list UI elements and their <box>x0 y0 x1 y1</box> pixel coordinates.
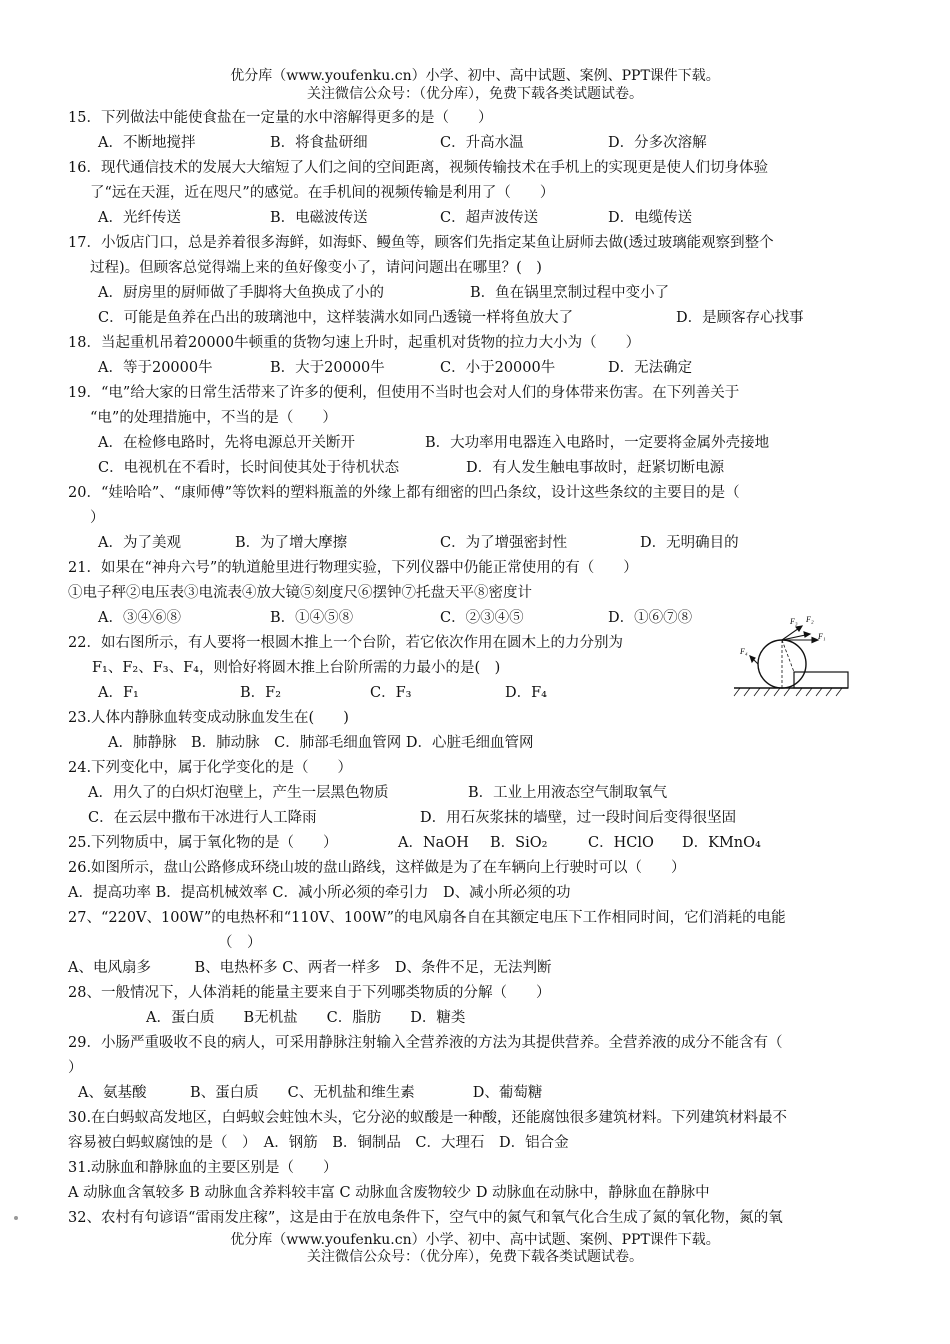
question-16-stem-cont: 了“远在天涯，近在咫尺”的感觉。在手机间的视频传输是利用了（ ） <box>90 185 555 201</box>
question-21-instruments: ①电子秤②电压表③电流表④放大镜⑤刻度尺⑥摆钟⑦托盘天平⑧密度计 <box>68 585 532 601</box>
question-29-options: A、氨基酸 B、蛋白质 C、无机盐和维生素 D、葡萄糖 <box>78 1085 543 1101</box>
question-28-options: A．蛋白质 B无机盐 C．脂肪 D．糖类 <box>146 1010 466 1026</box>
question-16-option-a: A．光纤传送 <box>98 210 181 226</box>
question-17-option-a: A．厨房里的厨师做了手脚将大鱼换成了小的 <box>98 285 384 301</box>
question-20-stem: 20．“娃哈哈”、“康师傅”等饮料的塑料瓶盖的外缘上都有细密的凹凸条纹，设计这些条纹的主要目的是（ <box>68 485 740 501</box>
question-15-option-b: B．将食盐研细 <box>270 135 368 151</box>
question-16-stem: 16．现代通信技术的发展大大缩短了人们之间的空间距离，视频传输技术在手机上的实现更是使人们切身体验 <box>68 160 768 176</box>
question-18-option-d: D．无法确定 <box>608 360 693 376</box>
question-16-option-b: B．电磁波传送 <box>270 210 368 226</box>
question-20-option-d: D．无明确目的 <box>640 535 739 551</box>
question-24-stem: 24.下列变化中，属于化学变化的是（ ） <box>68 760 353 776</box>
question-15-option-c: C．升高水温 <box>440 135 524 151</box>
question-19-option-d: D．有人发生触电事故时，赶紧切断电源 <box>466 460 725 476</box>
question-24-option-c: C．在云层中撒布干冰进行人工降雨 <box>88 810 317 826</box>
question-21-option-a: A．③④⑥⑧ <box>98 610 181 626</box>
question-17-option-b: B．鱼在锅里烹制过程中变小了 <box>470 285 670 301</box>
question-22-option-d: D．F₄ <box>505 685 547 701</box>
force-label-f3: F₃ <box>790 617 798 626</box>
question-16-option-c: C．超声波传送 <box>440 210 539 226</box>
force-label-f4: F₄ <box>740 647 748 656</box>
question-29-stem: 29．小肠严重吸收不良的病人，可采用静脉注射输入全营养液的方法为其提供营养。全营养液的成分不能含有（ <box>68 1035 783 1051</box>
log-step-force-diagram <box>732 612 850 704</box>
question-20-stem-cont: ） <box>90 510 105 526</box>
question-18-option-b: B．大于20000牛 <box>270 360 385 376</box>
force-label-f2: F₂ <box>806 615 814 624</box>
question-22-stem: 22．如右图所示，有人要将一根圆木推上一个台阶，若它依次作用在圆木上的力分别为 <box>68 635 623 651</box>
question-20-option-b: B．为了增大摩擦 <box>235 535 348 551</box>
question-22-option-b: B．F₂ <box>240 685 282 701</box>
question-22-option-c: C．F₃ <box>370 685 412 701</box>
question-30-stem: 30.在白蚂蚁高发地区，白蚂蚁会蛀蚀木头，它分泌的蚁酸是一种酸，还能腐蚀很多建筑材料。下列建筑材料最不 <box>68 1110 788 1126</box>
question-22-stem-cont: F₁、F₂、F₃、F₄，则恰好将圆木推上台阶所需的力最小的是( ) <box>92 660 501 676</box>
question-23-options: A．肺静脉 B．肺动脉 C．肺部毛细血管网 D．心脏毛细血管网 <box>108 735 534 751</box>
question-30-stem-cont: 容易被白蚂蚁腐蚀的是（ ） A．钢筋 B．铜制品 C．大理石 D．铝合金 <box>68 1135 569 1151</box>
margin-dot <box>14 1216 18 1220</box>
force-label-f1: F₁ <box>818 632 826 641</box>
question-25-stem: 25.下列物质中，属于氧化物的是（ ） <box>68 835 338 851</box>
question-18-stem: 18．当起重机吊着20000牛顿重的货物匀速上升时，起重机对货物的拉力大小为（ ） <box>68 335 641 351</box>
page-header-line-2: 关注微信公众号：（优分库），免费下载各类试题试卷。 <box>307 86 643 102</box>
question-15-option-d: D．分多次溶解 <box>608 135 707 151</box>
question-21-option-b: B．①④⑤⑧ <box>270 610 354 626</box>
question-27-stem-cont: （ ） <box>218 935 262 951</box>
question-31-stem: 31.动脉血和静脉血的主要区别是（ ） <box>68 1160 338 1176</box>
question-26-options: A．提高功率 B．提高机械效率 C．减小所必须的牵引力 D、减小所必须的功 <box>68 885 571 901</box>
question-27-stem: 27、“220V、100W”的电热杯和“110V、100W”的电风扇各自在其额定电压下工作相同时间，它们消耗的电能 <box>68 910 786 926</box>
question-17-stem-cont: 过程)。但顾客总觉得端上来的鱼好像变小了，请问问题出在哪里？( ) <box>90 260 542 276</box>
question-19-stem: 19．“电”给大家的日常生活带来了许多的便利，但使用不当时也会对人们的身体带来伤害。在下列善关于 <box>68 385 740 401</box>
question-19-option-a: A．在检修电路时，先将电源总开关断开 <box>98 435 355 451</box>
question-20-option-a: A．为了美观 <box>98 535 181 551</box>
question-19-stem-cont: “电”的处理措施中，不当的是（ ） <box>90 410 337 426</box>
question-27-options: A、电风扇多 B、电热杯多 C、两者一样多 D、条件不足，无法判断 <box>68 960 552 976</box>
question-23-stem: 23.人体内静脉血转变成动脉血发生在( ) <box>68 710 349 726</box>
question-24-option-d: D．用石灰浆抹的墙壁，过一段时间后变得很坚固 <box>420 810 737 826</box>
question-24-option-a: A．用久了的白炽灯泡壁上，产生一层黑色物质 <box>88 785 389 801</box>
question-25-option-a: A．NaOH <box>398 835 469 851</box>
question-18-option-c: C．小于20000牛 <box>440 360 556 376</box>
page-header-line-1: 优分库（www.youfenku.cn）小学、初中、高中试题、案例、PPT课件下载。 <box>230 68 720 84</box>
question-31-options: A 动脉血含氧较多 B 动脉血含养料较丰富 C 动脉血含废物较少 D 动脉血在动脉中，静脉血在静脉中 <box>68 1185 710 1201</box>
question-18-option-a: A．等于20000牛 <box>98 360 213 376</box>
question-26-stem: 26.如图所示，盘山公路修成环绕山坡的盘山路线，这样做是为了在车辆向上行驶时可以（ ） <box>68 860 686 876</box>
question-15-stem: 15．下列做法中能使食盐在一定量的水中溶解得更多的是（ ） <box>68 110 493 126</box>
question-29-stem-cont: ） <box>68 1060 83 1076</box>
question-24-option-b: B．工业上用液态空气制取氧气 <box>468 785 668 801</box>
page-footer-line-2: 关注微信公众号：（优分库），免费下载各类试题试卷。 <box>307 1249 643 1265</box>
question-22-option-a: A．F₁ <box>98 685 139 701</box>
question-17-option-d: D．是顾客存心找事 <box>676 310 804 326</box>
question-20-option-c: C．为了增强密封性 <box>440 535 568 551</box>
question-21-stem: 21．如果在“神舟六号”的轨道舱里进行物理实验，下列仪器中仍能正常使用的有（ ） <box>68 560 638 576</box>
question-19-option-b: B．大功率用电器连入电路时，一定要将金属外壳接地 <box>425 435 770 451</box>
page-footer-line-1: 优分库（www.youfenku.cn）小学、初中、高中试题、案例、PPT课件下载。 <box>230 1232 720 1248</box>
question-25-option-b: B．SiO₂ <box>490 835 548 851</box>
question-25-option-c: C．HClO <box>588 835 654 851</box>
question-21-option-c: C．②③④⑤ <box>440 610 524 626</box>
question-17-stem: 17．小饭店门口，总是养着很多海鲜，如海虾、鳗鱼等，顾客们先指定某鱼让厨师去做(透过玻璃能观察到整个 <box>68 235 774 251</box>
question-28-stem: 28、一般情况下，人体消耗的能量主要来自于下列哪类物质的分解（ ） <box>68 985 551 1001</box>
question-15-option-a: A．不断地搅拌 <box>98 135 196 151</box>
question-25-option-d: D．KMnO₄ <box>682 835 761 851</box>
question-21-option-d: D．①⑥⑦⑧ <box>608 610 693 626</box>
question-32-stem: 32、农村有句谚语“雷雨发庄稼”，这是由于在放电条件下，空气中的氮气和氧气化合生成了氮的氧化物，氮的氧 <box>68 1210 783 1226</box>
question-17-option-c: C．可能是鱼养在凸出的玻璃池中，这样装满水如同凸透镜一样将鱼放大了 <box>98 310 574 326</box>
question-16-option-d: D．电缆传送 <box>608 210 693 226</box>
question-19-option-c: C．电视机在不看时，长时间使其处于待机状态 <box>98 460 400 476</box>
